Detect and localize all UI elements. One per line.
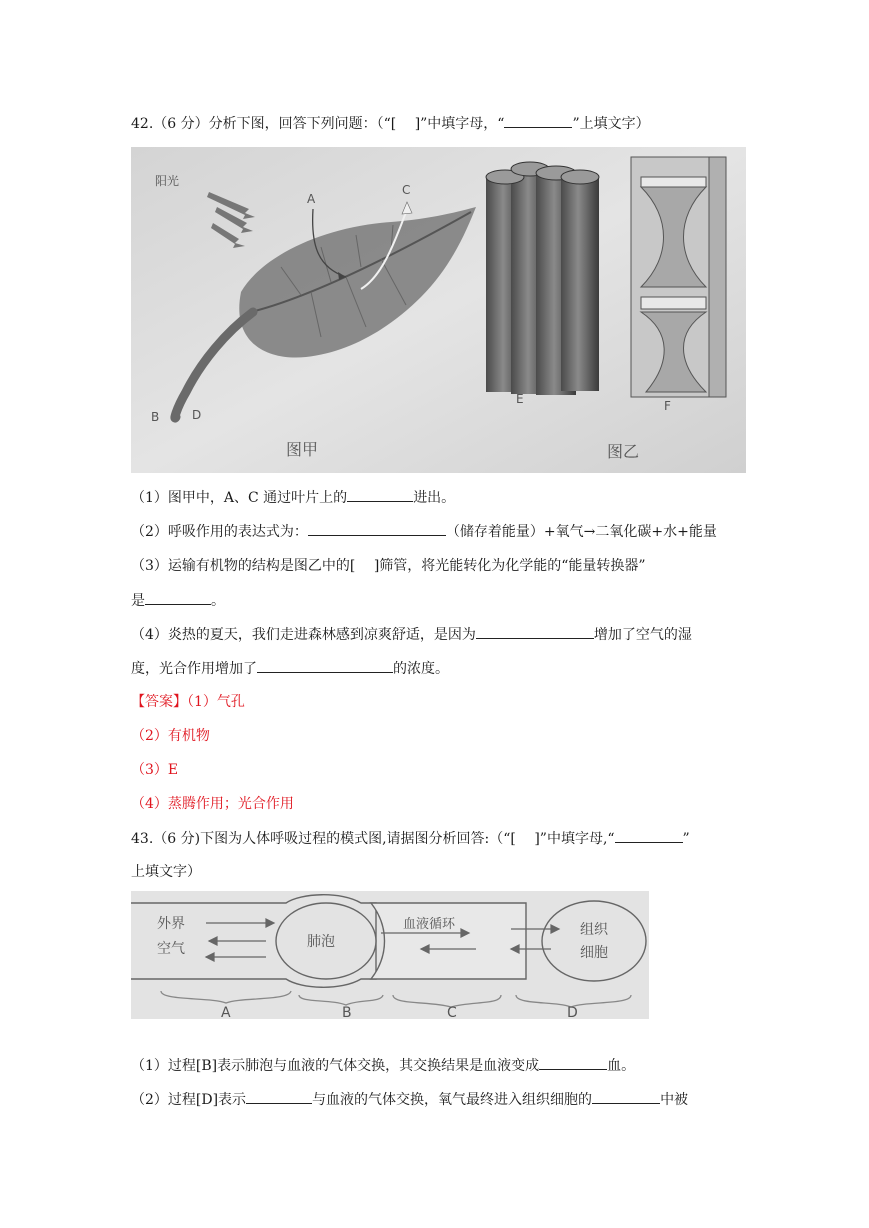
answer-4: （4）蒸腾作用；光合作用 (131, 796, 294, 812)
q42-header (131, 113, 650, 134)
q43-sub2 (131, 1089, 688, 1110)
process-a-label: A (221, 1005, 231, 1019)
q42-sub4-line2-text: 度，光合作用增加了 (131, 661, 257, 677)
caption-jia: 图甲 (286, 440, 319, 459)
tissue-cell-shape (542, 901, 646, 981)
process-b-label: B (342, 1005, 352, 1019)
q42-sub3-blank (145, 590, 211, 605)
q42-sub4-text: （4）炎热的夏天，我们走进森林感到凉爽舒适，是因为 (131, 627, 476, 643)
answer-3: （3）E (131, 762, 179, 778)
q42-header-text: 42.（6 分）分析下图，回答下列问题：（“[ ]”中填字母，“ (131, 116, 505, 132)
answer-1: （1）气孔 (187, 694, 245, 710)
answer-2: （2）有机物 (131, 728, 210, 744)
q42-sub1-blank (347, 487, 413, 502)
label-d: D (192, 408, 202, 422)
sunlight-label: 阳光 (155, 174, 180, 188)
q42-header-blank (504, 113, 572, 128)
q42-sub4-text-end: 增加了空气的湿 (593, 627, 692, 643)
blood-circulation-label: 血液循环 (403, 917, 456, 932)
q42-sub2-blank (308, 521, 446, 536)
q42-sub2-end: （储存着能量）+氧气→二氧化碳+水+能量 (445, 524, 717, 540)
q43-header-line2-text: 上填文字） (131, 864, 201, 880)
q42-answer-3 (131, 760, 178, 780)
q43-sub2-middle: 与血液的气体交换，氧气最终进入组织细胞的 (312, 1092, 593, 1108)
q43-header (131, 828, 690, 849)
outside-air-label-2: 空气 (157, 941, 185, 957)
q42-sub3-end: 。 (211, 593, 225, 609)
tissue-label-1: 组织 (580, 922, 608, 938)
q42-sub4-line2 (131, 658, 449, 679)
q42-sub3-text: （3）运输有机物的结构是图乙中的[ ]筛管，将光能转化为化学能的“能量转换器” (131, 558, 646, 574)
q43-sub1-blank (539, 1055, 607, 1070)
q42-sub1-text: （1）图甲中，A、C 通过叶片上的 (131, 490, 348, 506)
label-b: B (151, 410, 160, 424)
q43-figure-svg (131, 891, 649, 1019)
q42-header-text-end: ”上填文字） (572, 116, 650, 132)
q42-sub2 (131, 521, 717, 542)
label-e: E (516, 392, 524, 406)
vessel-tubes (486, 162, 599, 395)
q42-sub1-end: 进出。 (413, 490, 456, 506)
q43-sub1 (131, 1055, 635, 1076)
q42-answer-4 (131, 794, 294, 814)
q42-sub3-line1 (131, 556, 646, 576)
label-c: C (402, 183, 411, 197)
sieve-tube (631, 157, 726, 397)
q42-sub4-blank1 (476, 624, 594, 639)
answer-label: 【答案】 (131, 694, 187, 710)
caption-yi: 图乙 (607, 442, 640, 461)
q43-header-text: 43.（6 分)下图为人体呼吸过程的模式图,请据图分析回答:（“[ ]”中填字母,“ (131, 831, 615, 847)
process-c-label: C (447, 1005, 457, 1019)
q43-sub2-end: 中被 (660, 1092, 689, 1108)
label-a: A (307, 192, 316, 206)
process-d-label: D (567, 1005, 578, 1019)
q42-sub1 (131, 487, 455, 508)
alveoli-label: 肺泡 (307, 934, 335, 950)
q42-answer-2 (131, 726, 210, 746)
q43-sub1-end: 血。 (607, 1058, 636, 1074)
q43-sub2-blank1 (246, 1089, 312, 1104)
outside-air-label-1: 外界 (157, 916, 185, 932)
blood-vessel-shape (371, 903, 526, 979)
label-f: F (664, 399, 671, 413)
q42-sub4-line1 (131, 624, 692, 645)
q42-sub3-line2 (131, 590, 225, 611)
q42-figure-svg (131, 147, 746, 473)
tissue-label-2: 细胞 (580, 945, 608, 961)
q43-sub2-text: （2）过程[D]表示 (131, 1092, 247, 1108)
q42-figure (131, 147, 746, 473)
q43-header-end: ” (682, 831, 690, 847)
q42-sub2-text: （2）呼吸作用的表达式为： (131, 524, 308, 540)
q43-sub2-blank2 (592, 1089, 660, 1104)
q42-sub3-line2-text: 是 (131, 593, 145, 609)
q43-figure (131, 891, 649, 1019)
q42-answer-1 (131, 692, 245, 712)
q42-sub4-blank2 (257, 658, 393, 673)
q43-header-blank (615, 828, 683, 843)
q42-sub4-line2-end: 的浓度。 (393, 661, 449, 677)
q43-sub1-text: （1）过程[B]表示肺泡与血液的气体交换，其交换结果是血液变成 (131, 1058, 540, 1074)
q43-header-line2 (131, 862, 201, 882)
